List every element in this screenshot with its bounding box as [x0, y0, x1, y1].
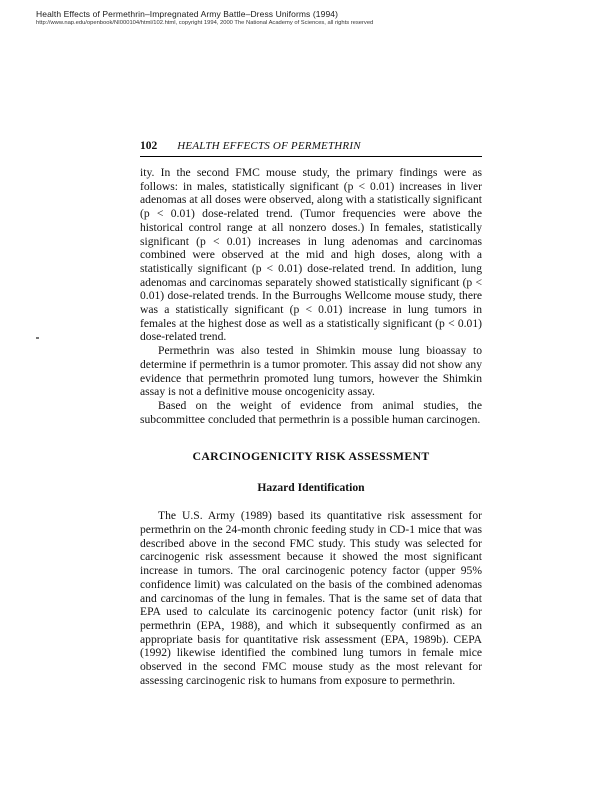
book-title: Health Effects of Permethrin–Impregnated Army Battle–Dress Uniforms (1994) — [36, 9, 339, 19]
body-text — [140, 166, 482, 688]
running-head — [140, 140, 482, 157]
running-head-title: HEALTH EFFECTS OF PERMETHRIN — [177, 140, 361, 152]
scan-artifact — [36, 337, 39, 339]
page-content — [140, 140, 482, 688]
source-copyright-line: http://www.nap.edu/openbook/NI000104/html/102.html, copyright 1994, 2000 The National Academy of Sciences, all rights reserved — [36, 20, 374, 26]
paragraph-3: Based on the weight of evidence from animal studies, the subcommittee concluded that permethrin is a possible human carcinogen. — [140, 398, 482, 426]
page-number: 102 — [140, 140, 158, 152]
section-heading: CARCINOGENICITY RISK ASSESSMENT — [192, 449, 430, 464]
paragraph-4: The U.S. Army (1989) based its quantitative risk assessment for permethrin on the 24-month chronic feeding study in CD-1 mice that was described above in the second FMC study. This study was selected for carcinogenic risk assessment because it showed the most significant increase in tumors. The oral carcinogenic potency factor (upper 95% confidence limit) was calculated on the basis of the combined adenomas and carcinomas of the lung in females. That is the same set of data that EPA used to calculate its carcinogenic potency factor (unit risk) for permethrin (EPA, 1988), and which it subsequently confirmed as an appropriate basis for quantitative risk assessment (EPA, 1989b). CEPA (1992) likewise identified the combined lung tumors in female mice observed in the second FMC mouse study as the most relevant for assessing carcinogenic risk to humans from exposure to permethrin. — [140, 509, 482, 687]
sub-heading: Hazard Identification — [257, 481, 365, 495]
paragraph-2: Permethrin was also tested in Shimkin mouse lung bioassay to determine if permethrin is a tumor promoter. This assay did not show any evidence that permethrin promoted lung tumors, however the Shimkin assay is not a definitive mouse oncogenicity assay. — [140, 344, 482, 399]
scan-header — [36, 9, 456, 27]
paragraph-1: ity. In the second FMC mouse study, the primary findings were as follows: in males, statistically significant (p < 0.01) increases in liver adenomas at all doses were observed, along with a statistically significant (p < 0.01) dose-related trend. (Tumor frequencies were above the historical control range at all nonzero doses.) In females, statistically significant (p < 0.01) increases in lung adenomas and carcinomas combined were observed at the mid and high doses, along with a statistically significant (p < 0.01) dose-related trend. In addition, lung adenomas and carcinomas separately showed statistically significant (p < 0.01) dose-related trends. In the Burroughs Wellcome mouse study, there was a statistically significant (p < 0.01) increase in lung tumors in females at the highest dose as well as a statistically significant (p < 0.01) dose-related trend. — [140, 166, 482, 344]
